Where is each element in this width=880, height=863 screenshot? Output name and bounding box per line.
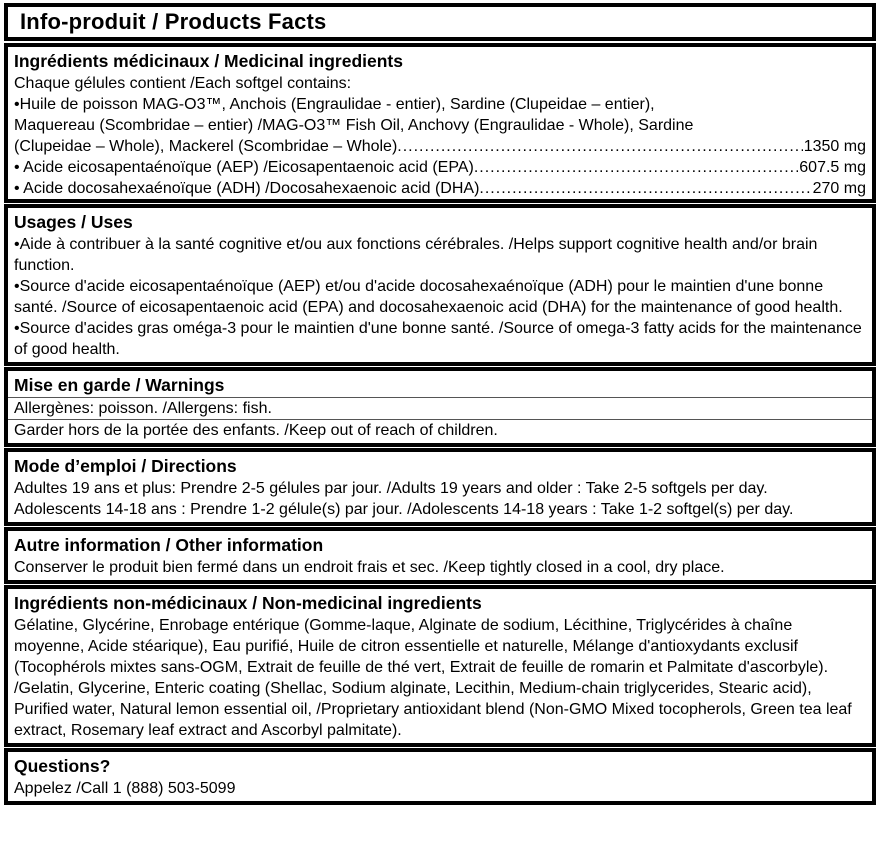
section-header-questions: Questions?	[14, 756, 111, 776]
dot-leader	[474, 157, 798, 178]
ingredient-label: • Acide eicosapentaénoïque (AEP) /Eicosapentaenoic acid (EPA)	[14, 159, 474, 176]
page-title: Info-produit / Products Facts	[20, 9, 327, 34]
section-other-information	[4, 527, 876, 584]
label-title-box	[4, 3, 876, 41]
section-text: Allergènes: poisson. /Allergens: fish.	[8, 398, 872, 420]
product-facts-label	[4, 3, 876, 806]
section-directions	[4, 448, 876, 526]
section-text: Conserver le produit bien fermé dans un endroit frais et sec. /Keep tightly closed in a cool, dry place.	[14, 559, 725, 576]
section-text: Appelez /Call 1 (888) 503-5099	[14, 780, 236, 797]
section-header-other-information: Autre information / Other information	[14, 535, 324, 555]
section-text: Adolescents 14-18 ans : Prendre 1-2 gélule(s) par jour. /Adolescents 14-18 years : Take 1-2 softgel(s) per day.	[14, 501, 794, 518]
ingredient-amount: 270 mg	[812, 180, 866, 197]
ingredient-row	[8, 178, 872, 199]
section-text: Chaque gélules contient /Each softgel contains:	[14, 75, 352, 92]
ingredient-line: Maquereau (Scombridae – entier) /MAG-O3™ Fish Oil, Anchovy (Engraulidae - Whole), Sardine	[14, 117, 694, 134]
ingredient-line: •Huile de poisson MAG-O3™, Anchois (Engraulidae - entier), Sardine (Clupeidae – entier),	[14, 96, 655, 113]
section-non-medicinal-ingredients	[4, 585, 876, 747]
section-header-medicinal-ingredients: Ingrédients médicinaux / Medicinal ingredients	[14, 51, 403, 71]
section-questions	[4, 748, 876, 805]
section-uses	[4, 204, 876, 366]
section-text: Gélatine, Glycérine, Enrobage entérique (Gomme-laque, Alginate de sodium, Lécithine, Triglycérides à chaîne moyenne, Acide stéarique), Eau purifié, Huile de citron essentielle et naturelle, Mélange d'antioxydants exclusif (Tocophérols mixtes sans-OGM, Extrait de feuille de thé vert, Extrait de feuille de romarin et Palmitate d'ascorbyle). /Gelatin, Glycerine, Enteric coating (Shellac, Sodium alginate, Lecithin, Medium-chain triglycerides, Stearic acid), Purified water, Natural lemon essential oil, /Proprietary antioxidant blend (Non-GMO Mixed tocopherols, Green tea leaf extract, Rosemary leaf extract and Ascorbyl palmitate).	[14, 617, 852, 739]
section-text: Adultes 19 ans et plus: Prendre 2-5 gélules par jour. /Adults 19 years and older : Take 2-5 softgels per day.	[14, 480, 768, 497]
section-header-directions: Mode d’emploi / Directions	[14, 456, 237, 476]
sections-container	[4, 43, 876, 805]
ingredient-amount: 1350 mg	[803, 138, 866, 155]
dot-leader	[479, 178, 811, 199]
ingredient-row	[8, 157, 872, 178]
section-header-uses: Usages / Uses	[14, 212, 133, 232]
ingredient-label: (Clupeidae – Whole), Mackerel (Scombridae – Whole)	[14, 138, 398, 155]
dot-leader	[397, 136, 802, 157]
ingredient-row	[8, 136, 872, 157]
section-text: •Source d'acides gras oméga-3 pour le maintien d'une bonne santé. /Source of omega-3 fatty acids for the maintenance of good health.	[14, 320, 862, 358]
section-medicinal-ingredients	[4, 43, 876, 203]
section-header-warnings: Mise en garde / Warnings	[8, 371, 872, 398]
section-warnings	[4, 367, 876, 447]
section-text: •Source d'acide eicosapentaénoïque (AEP) et/ou d'acide docosahexaénoïque (ADH) pour le maintien d'une bonne santé. /Source of eicosapentaenoic acid (EPA) and docosahexaenoic acid (DHA) for the maintenance of good health.	[14, 278, 843, 316]
ingredient-amount: 607.5 mg	[799, 159, 866, 176]
section-text: •Aide à contribuer à la santé cognitive et/ou aux fonctions cérébrales. /Helps support cognitive health and/or brain function.	[14, 236, 818, 274]
ingredient-label: • Acide docosahexaénoïque (ADH) /Docosahexaenoic acid (DHA)	[14, 180, 480, 197]
section-header-non-medicinal-ingredients: Ingrédients non-médicinaux / Non-medicinal ingredients	[14, 593, 482, 613]
section-text: Garder hors de la portée des enfants. /Keep out of reach of children.	[14, 422, 498, 439]
